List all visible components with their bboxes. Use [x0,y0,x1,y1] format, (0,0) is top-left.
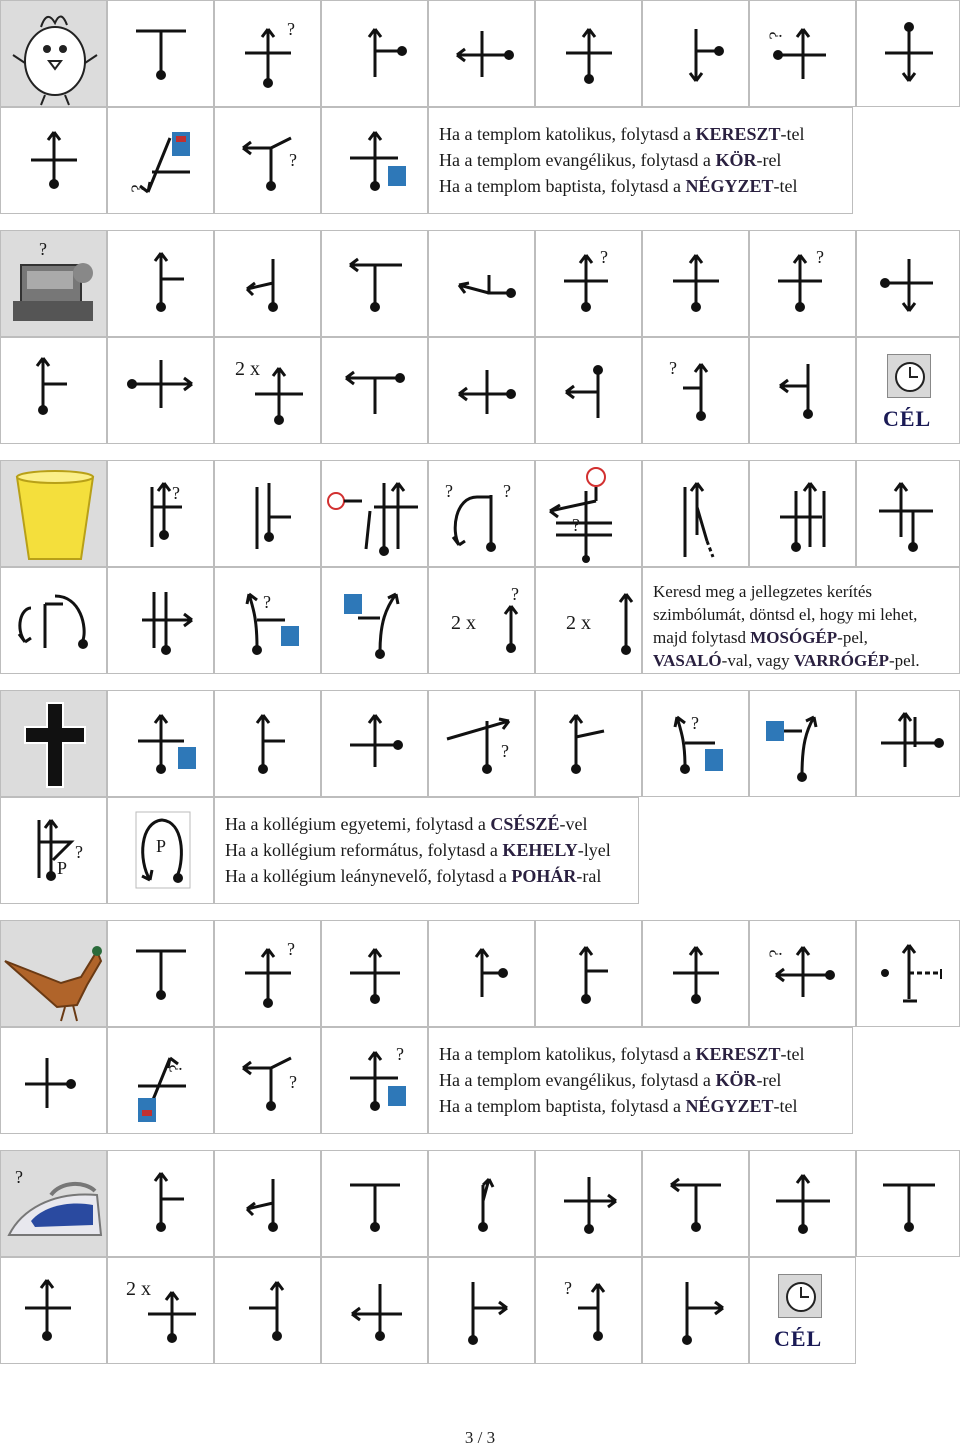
route-cell [749,230,856,337]
parking-label: P [57,858,68,878]
plastic-cup-illustration [1,461,108,568]
sewing-machine-illustration [1,231,108,338]
pheasant-illustration [1,921,108,1028]
route-cell [642,230,749,337]
route-cell [107,690,214,797]
route-cell [107,797,214,904]
route-cell [0,1257,107,1364]
question-mark: ? [75,842,83,862]
route-cell [642,1257,749,1364]
route-cell [642,1150,749,1257]
route-cell [107,230,214,337]
plastic-cup-picture [0,460,107,567]
route-cell [749,690,856,797]
route-cell [214,0,321,107]
route-cell [535,460,642,567]
question-mark: ? [816,247,824,267]
route-cell [214,690,321,797]
route-cell [535,0,642,107]
question-mark: ? [263,592,271,612]
question-mark: ? [287,939,295,959]
rule-reformed: Ha a kollégium református, folytasd a KEHELY-lyel [225,840,611,860]
question-mark: ? [39,239,47,259]
repeat-twice-label: 2 x [451,612,476,634]
question-mark: ? [501,741,509,761]
route-cell [321,690,428,797]
route-cell [856,920,960,1027]
route-cell [749,920,856,1027]
route-cell [428,1150,535,1257]
route-cell [214,1027,321,1134]
question-mark: ? [445,481,453,501]
rule-catholic: Ha a templom katolikus, folytasd a KERESZT-tel [439,124,805,144]
route-cell [428,690,535,797]
rule-lutheran: Ha a templom evangélikus, folytasd a KÖR-rel [439,150,782,170]
route-cell [428,1257,535,1364]
route-cell [214,230,321,337]
route-cell [428,0,535,107]
route-cell [0,1027,107,1134]
route-cell [321,567,428,674]
route-cell [856,1150,960,1257]
goal-label: CÉL [883,406,932,431]
route-cell [749,0,856,107]
route-cell [107,337,214,444]
route-cell [107,1027,214,1134]
route-cell [535,690,642,797]
route-cell [321,0,428,107]
route-cell [214,920,321,1027]
fence-instruction-line4: VASALÓ-val, vagy VARRÓGÉP-pel. [653,651,920,670]
rule-university: Ha a kollégium egyetemi, folytasd a CSÉSZÉ-vel [225,814,588,834]
route-cell [321,920,428,1027]
route-cell [107,1150,214,1257]
fence-instruction-box [642,567,960,674]
route-cell [535,567,642,674]
route-cell [321,1027,428,1134]
cross-illustration [1,691,108,798]
question-mark: ? [172,483,180,503]
route-cell [856,230,960,337]
question-mark: ? [289,150,297,170]
route-cell [749,460,856,567]
route-cell [214,107,321,214]
repeat-twice-label: 2 x [235,358,260,380]
parking-label: P [156,836,167,856]
route-cell [321,107,428,214]
question-mark: ? [511,584,519,604]
cross-picture [0,690,107,797]
route-cell [428,230,535,337]
clock-icon [887,354,931,398]
question-mark: ? [765,31,786,40]
route-cell [107,460,214,567]
rules-church-box [428,107,853,214]
question-mark: ? [564,1278,572,1298]
route-cell [642,460,749,567]
route-cell [0,337,107,444]
route-cell [0,107,107,214]
question-mark: ? [765,949,786,958]
route-cell [107,920,214,1027]
question-mark: ? [572,515,580,535]
goal-cell [749,1257,856,1364]
fence-instruction-line2: szimbólumát, döntsd el, hogy mi lehet, [653,605,918,624]
rule-catholic: Ha a templom katolikus, folytasd a KERESZT-tel [439,1044,805,1064]
clock-icon [778,1274,822,1318]
route-cell [535,1150,642,1257]
route-cell [107,107,214,214]
route-cell [321,1257,428,1364]
route-cell [749,337,856,444]
repeat-twice-label: 2 x [566,612,591,634]
rule-baptist: Ha a templom baptista, folytasd a NÉGYZET-tel [439,176,798,196]
rules-college-box [214,797,639,904]
route-cell [214,460,321,567]
route-cell [535,920,642,1027]
route-cell [107,1257,214,1364]
route-cell [321,230,428,337]
repeat-twice-label: 2 x [126,1278,151,1300]
route-cell [214,567,321,674]
route-cell [428,460,535,567]
route-cell [642,690,749,797]
route-cell [107,567,214,674]
question-mark: ? [15,1167,23,1187]
question-mark: ? [669,358,677,378]
route-cell [856,690,960,797]
route-cell [214,1257,321,1364]
route-cell [642,337,749,444]
chicken-illustration [1,1,108,108]
rule-baptist: Ha a templom baptista, folytasd a NÉGYZET-tel [439,1096,798,1116]
route-cell [535,230,642,337]
question-mark: ? [127,184,148,193]
chicken-picture [0,0,107,107]
route-cell [428,567,535,674]
route-cell [749,1150,856,1257]
pheasant-picture [0,920,107,1027]
route-cell [535,1257,642,1364]
route-cell [214,1150,321,1257]
question-mark: ? [600,247,608,267]
steam-iron-picture [0,1150,107,1257]
fence-instruction-line1: Keresd meg a jellegzetes kerítés [653,582,873,601]
sewing-machine-picture [0,230,107,337]
question-mark: ? [289,1072,297,1092]
fence-instruction-line3: majd folytasd MOSÓGÉP-pel, [653,628,868,647]
rules-church-box [428,1027,853,1134]
route-cell [642,0,749,107]
goal-label: CÉL [774,1326,823,1351]
route-cell [0,567,107,674]
route-cell [321,337,428,444]
rule-girls-school: Ha a kollégium leánynevelő, folytasd a POHÁR-ral [225,866,602,886]
question-mark: ? [396,1044,404,1064]
route-cell [535,337,642,444]
route-cell [856,0,960,107]
question-mark: ? [165,1064,186,1073]
route-cell [321,460,428,567]
route-cell [107,0,214,107]
goal-cell [856,337,960,444]
route-cell [428,920,535,1027]
route-cell [642,920,749,1027]
question-mark: ? [503,481,511,501]
route-cell [0,797,107,904]
question-mark: ? [691,713,699,733]
route-cell [856,460,960,567]
page-number: 3 / 3 [464,1428,496,1447]
route-cell [428,337,535,444]
question-mark: ? [287,19,295,39]
route-cell [214,337,321,444]
route-cell [321,1150,428,1257]
rule-lutheran: Ha a templom evangélikus, folytasd a KÖR-rel [439,1070,782,1090]
